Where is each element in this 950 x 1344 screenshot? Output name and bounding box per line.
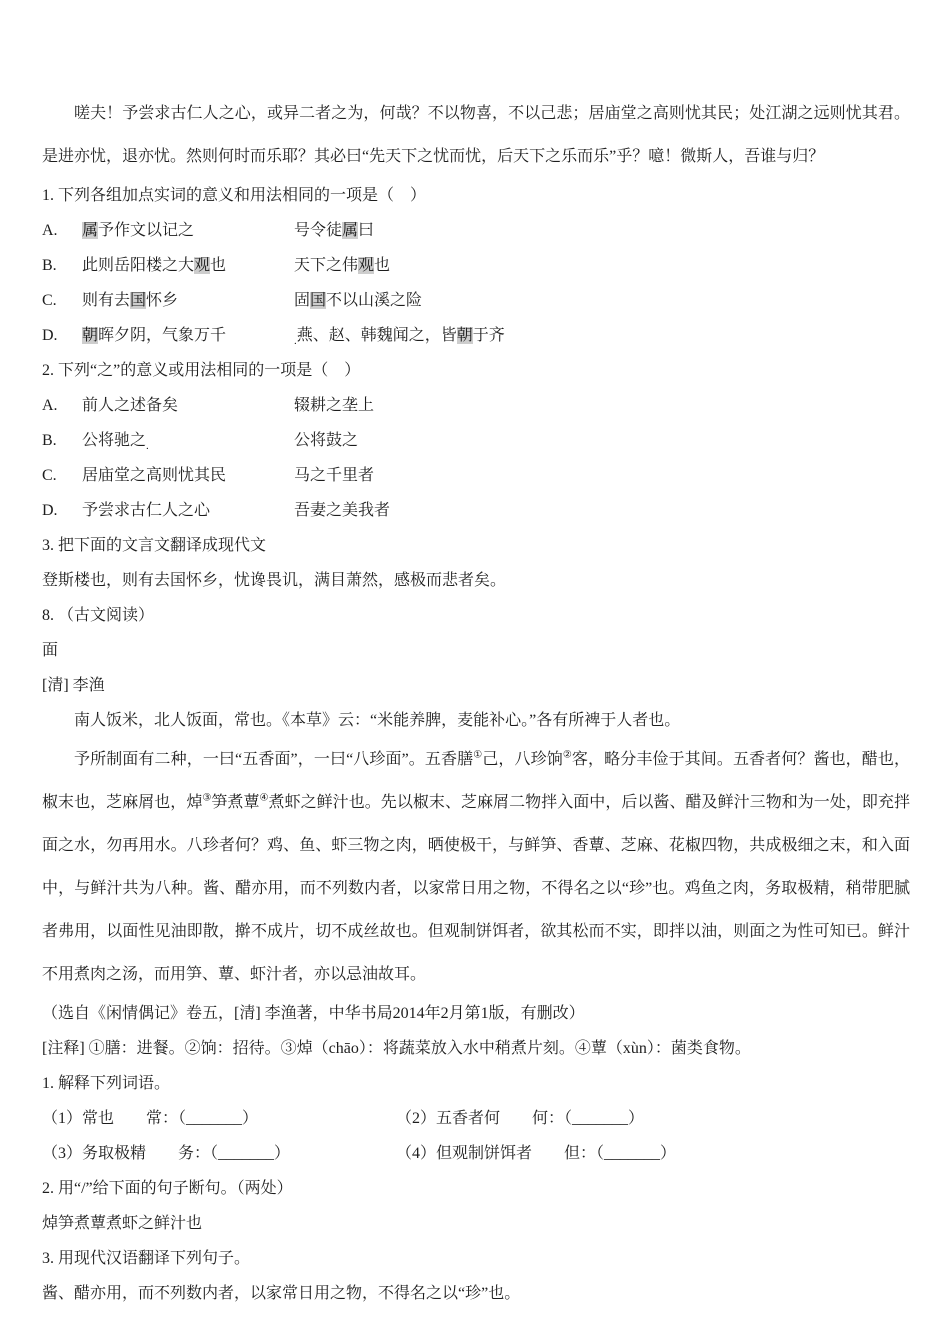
passage-notes: [注释] ①膳：进餐。②饷：招待。③焯（chāo）：将蔬菜放入水中稍煮片刻。④蕈（xùn）：菌类食物。 bbox=[42, 1040, 751, 1057]
passage-source: （选自《闲情偶记》卷五，[清] 李渔著，中华书局2014年2月第1版，有删改） bbox=[42, 1005, 585, 1022]
emphasized-char: 国 bbox=[130, 292, 147, 309]
option-text: 燕、赵、韩魏闻之，皆 bbox=[296, 327, 457, 344]
option-label: C. bbox=[42, 467, 57, 484]
option-right-phrase: 辍耕之垄上 bbox=[294, 397, 375, 414]
sub-question-2-sentence: 焯笋煮蕈煮虾之鲜汁也 bbox=[42, 1215, 203, 1232]
option-text: 晖夕阴，气象万千 bbox=[98, 327, 227, 344]
question-2-title-post: 的一项是（ ） bbox=[248, 362, 361, 379]
option-text: 天下之伟 bbox=[294, 257, 359, 274]
q1-option-a bbox=[42, 213, 910, 248]
question-2-title-pre: 2. 下列“之”的意义或用法 bbox=[42, 362, 217, 379]
option-right-phrase bbox=[294, 213, 910, 248]
option-right-phrase bbox=[294, 248, 910, 283]
option-text: 公将驰之 bbox=[82, 432, 147, 449]
option-left-phrase bbox=[82, 283, 294, 318]
option-left-phrase bbox=[82, 388, 294, 423]
option-right-phrase: 吾妻之美我者 bbox=[294, 502, 391, 519]
option-text: 前人之述备矣 bbox=[82, 397, 179, 414]
definition-blank-1: （1）常也 常：（_______） bbox=[42, 1110, 259, 1127]
option-left-phrase bbox=[82, 423, 294, 458]
q2-option-c bbox=[42, 458, 910, 493]
option-right-phrase: 公将鼓之 bbox=[294, 432, 359, 449]
option-label: B. bbox=[42, 432, 57, 449]
option-text: 居庙堂之高则忧其民 bbox=[82, 467, 227, 484]
definition-blank-2: （2）五香者何 何：（_______） bbox=[396, 1110, 645, 1127]
option-text: 曰 bbox=[358, 222, 375, 239]
option-text: 号令徒 bbox=[294, 222, 343, 239]
question-1-title-pre: 1. 下列各组加点实词的意义和用法 bbox=[42, 187, 283, 204]
q2-option-a bbox=[42, 388, 910, 423]
sub-question-2-title: 2. 用“/”给下面的句子断句。（两处） bbox=[42, 1180, 293, 1197]
question-2-title bbox=[42, 353, 910, 388]
option-left-phrase bbox=[82, 318, 294, 353]
definition-blank-3: （3）务取极精 务：（_______） bbox=[42, 1145, 291, 1162]
question-8-title: 8. （古文阅读） bbox=[42, 607, 155, 624]
option-left-phrase bbox=[82, 248, 294, 283]
option-text: 则有去 bbox=[82, 292, 131, 309]
option-text: 也 bbox=[374, 257, 391, 274]
q2-option-b bbox=[42, 423, 910, 458]
option-text: 此则岳阳楼之大 bbox=[82, 257, 195, 274]
q1-option-c bbox=[42, 283, 910, 318]
definition-blanks-row-1 bbox=[42, 1101, 910, 1136]
sub-question-3-sentence: 酱、醋亦用，而不列数内者，以家常日用之物，不得名之以“珍”也。 bbox=[42, 1285, 521, 1302]
q2-option-d bbox=[42, 493, 910, 528]
question-1-title-post: 的一项是（ ） bbox=[314, 187, 427, 204]
emphasis-dot: . bbox=[294, 335, 297, 348]
emphasized-char: 属 bbox=[342, 222, 359, 239]
option-right-phrase: 马之千里者 bbox=[294, 467, 375, 484]
option-right-phrase bbox=[294, 283, 910, 318]
option-text: 固 bbox=[294, 292, 311, 309]
emphasized-char: 朝 bbox=[456, 327, 473, 344]
option-label: A. bbox=[42, 397, 58, 414]
passage-author: [清] 李渔 bbox=[42, 677, 105, 694]
option-left-phrase bbox=[82, 493, 294, 528]
q1-option-b bbox=[42, 248, 910, 283]
question-3-sentence: 登斯楼也，则有去国怀乡，忧谗畏讥，满目萧然，感极而悲者矣。 bbox=[42, 572, 507, 589]
option-text: 怀乡 bbox=[146, 292, 179, 309]
sub-question-1-title: 1. 解释下列词语。 bbox=[42, 1075, 171, 1092]
emphasized-char: 属 bbox=[82, 222, 99, 239]
emphasis-dot: . bbox=[146, 440, 149, 453]
intro-paragraph: 嗟夫！予尝求古仁人之心，或异二者之为，何哉？不以物喜，不以己悲；居庙堂之高则忧其民；处江湖之远则忧其君。是进亦忧，退亦忧。然则何时而乐耶？其必曰“先天下之忧而忧，后天下之乐而乐”乎？噫！微斯人，吾谁与归？ bbox=[42, 105, 910, 165]
option-left-phrase bbox=[82, 213, 294, 248]
option-label: A. bbox=[42, 222, 58, 239]
passage-paragraph-2: 予所制面有二种，一曰“五香面”，一曰“八珍面”。五香膳①己，八珍饷②客，略分丰俭于其间。五香者何？酱也，醋也，椒末也，芝麻屑也，焯③笋煮蕈④煮虾之鲜汁也。先以椒末、芝麻屑二物拌入面中，后以酱、醋及鲜汁三物和为一处，即充拌面之水，勿再用水。八珍者何？鸡、鱼、虾三物之肉，晒使极干，与鲜笋、香蕈、芝麻、花椒四物，共成极细之末，和入面中，与鲜汁共为八种。酱、醋亦用，而不列数内者，以家常日用之物，不得名之以“珍”也。鸡鱼之肉，务取极精，稍带肥腻者弗用，以面性见油即散，擀不成片，切不成丝故也。但观制饼饵者，欲其松而不实，即拌以油，则面之为性可知已。鲜汁不用煮肉之汤，而用笋、蕈、虾汁者，亦以忌油故耳。 bbox=[42, 749, 910, 983]
emphasized-char: 观 bbox=[358, 257, 375, 274]
question-3-title: 3. 把下面的文言文翻译成现代文 bbox=[42, 537, 267, 554]
option-left-phrase bbox=[82, 458, 294, 493]
option-text: 不以山溪之险 bbox=[326, 292, 423, 309]
option-label: C. bbox=[42, 292, 57, 309]
option-text: 于齐 bbox=[472, 327, 505, 344]
option-label: D. bbox=[42, 327, 58, 344]
sub-question-3-title: 3. 用现代汉语翻译下列句子。 bbox=[42, 1250, 251, 1267]
passage-title: 面 bbox=[42, 642, 59, 659]
option-text: 予作文以记之 bbox=[98, 222, 195, 239]
emphasized-char: 观 bbox=[194, 257, 211, 274]
definition-blanks-row-2 bbox=[42, 1136, 910, 1171]
question-1-title bbox=[42, 178, 910, 213]
passage-paragraph-1: 南人饭米，北人饭面，常也。《本草》云：“米能养脾，麦能补心。”各有所裨于人者也。 bbox=[74, 712, 681, 729]
emphasized-char: 国 bbox=[310, 292, 327, 309]
question-2-title-emphasis: 相同 bbox=[216, 362, 249, 379]
option-text: 也 bbox=[210, 257, 227, 274]
option-text: 予尝求古仁人之心 bbox=[82, 502, 211, 519]
option-label: D. bbox=[42, 502, 58, 519]
question-1-title-emphasis: 相同 bbox=[282, 187, 315, 204]
q1-option-d bbox=[42, 318, 910, 353]
emphasized-char: 朝 bbox=[82, 327, 99, 344]
definition-blank-4: （4）但观制饼饵者 但：（_______） bbox=[396, 1145, 677, 1162]
option-label: B. bbox=[42, 257, 57, 274]
option-right-phrase bbox=[294, 318, 910, 353]
